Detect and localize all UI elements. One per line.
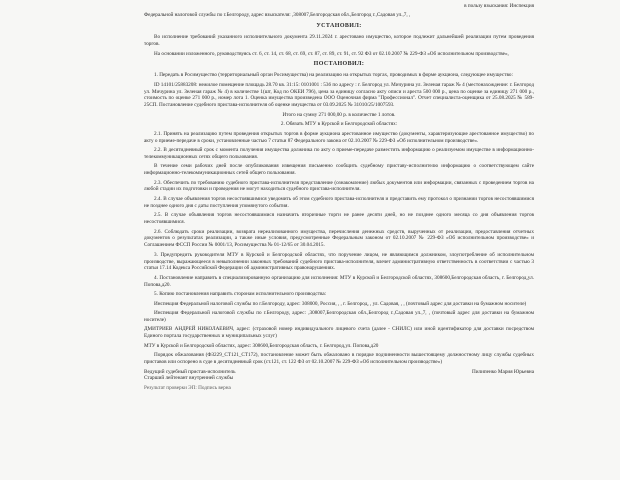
- clause-4: 4. Постановление направить в специализированную организацию для исполнения: МТУ в Курской и Белгородской областях, 308600,Белгородская область, г. Белгород,ул. Попова,д20.: [144, 274, 534, 288]
- clause-2-3: 2.3. Обеспечить по требованию судебного пристава-исполнителя представление (ознакомление) любых документов или информации, связанных с проведением торгов на любой стадии их подготовки и проведения не могут находиться судебного пристава-исполнителя.: [144, 179, 534, 193]
- signature-position: Ведущий судебный пристав-исполнитель: [144, 368, 236, 375]
- clause-3: 3. Предупредить руководителя МТУ в Курской и Белгородской областях, что поручение лицом, не являющимся должником, злоупотребление об исполнительном производстве, выражающееся в невыполнении законных требований судебного пристава-исполнителя, влечет административную ответственность в соответствии с частью 3 статьи 17.14 Кодекса Российской Федерации об административных правонарушениях.: [144, 251, 534, 272]
- section-title-postanovil: ПОСТАНОВИЛ:: [313, 61, 365, 68]
- signature-name: Пилипенко Мария Юрьевна: [472, 368, 534, 375]
- clause-2-6: 2.6. Соблюдать сроки реализации, возврата нереализованного имущества, перечисления денежных средств, вырученных от реализации, предоставления отчетных документов о результатах реализации, а также иные условия, предусмотренные Федеральным законом от 02.10.2007 № 229-ФЗ «Об исполнительном производстве» и Соглашением ФССП России № 0001/13, Росимущества № 01-12/65 от 30.04.2015.: [144, 228, 534, 249]
- signature-rank: Старший лейтенант внутренней службы: [144, 375, 234, 382]
- top-line-1: в пользу взыскания: Инспекция: [464, 3, 534, 9]
- ustanovil-paragraph-1: Во исполнение требований указанного исполнительного документа 29.11.2024 г. арестовано имущество, которое подлежит дальнейшей реализации путем проведения торгов.: [144, 34, 534, 48]
- top-line-2: Федеральной налоговой службы по г.Белгороду, адрес взыскателя: ,308007,Белгородская обл.,Белгород г.,Садовая ул.,7, ,: [144, 12, 411, 19]
- clause-2-4: 2.4. В случае объявления торгов несостоявшимися уведомить об этом судебного пристава-исполнителя и представить ему протокол о признании торгов несостоявшимися не позднее одного дня с даты поступления упомянутого события.: [144, 195, 534, 209]
- clause-2-5: 2.5. В случае объявления торгов несостоявшимися назначить вторичные торги не ранее десяти дней, но не позднее одного месяца со дня объявления торгов несостоявшимися.: [144, 212, 534, 226]
- recipient-1: Инспекция Федеральной налоговой службы по г.Белгороду, адрес: 308000, Россия, , , г. Белгород, , ул. Садовая, , , (почтовый адрес для доставки на бумажном носителе): [154, 300, 527, 307]
- clause-5: 5. Копию постановления направить сторонам исполнительного производства:: [154, 291, 327, 298]
- obligation-heading: 2. Обязать МТУ в Курской и Белгородской областях:: [280, 121, 398, 128]
- appeal-procedure: Порядок обжалования (ФЗ229_СТ121_СТ172), постановление может быть обжаловано в порядке подчиненности вышестоящему должностному лицу службы судебных приставов или оспорено в суде в десятидневный срок (ст.121, ст. 122 ФЗ от 02.10.2007 № 229-ФЗ «Об исполнительном производстве»): [144, 352, 534, 366]
- postanovil-paragraph-1: 1. Передать в Росимущество (территориальный орган Росимущества) на реализацию на открытых торгах, проводимых в форме аукциона, следующее имущество:: [154, 72, 513, 79]
- clause-2-2b: В течение семи рабочих дней после опубликования извещения письменно сообщить судебному приставу-исполнителю информацию о соответствующем сайте информационно-телекоммуникационных сетей общего пользования.: [144, 163, 534, 177]
- signature-check-result: Результат проверки ЭП: Подпись верна: [144, 384, 231, 391]
- clause-2-2: 2.2. В десятидневный срок с момента получения имущества должника по акту о приеме-передаче разместить информацию о реализуемом имуществе в информационно-телекоммуникационных сетях общего пользования.: [144, 147, 534, 160]
- ustanovil-paragraph-2: На основании изложенного, руководствуясь ст. 6, ст. 14, ст. 68, ст. 69, ст. 87, ст. 89, ст. 91, ст. 92 ФЗ от 02.10.2007 № 229-ФЗ «Об исполнительном производстве»,: [154, 50, 509, 57]
- recipient-2: Инспекция Федеральной налоговой службы по г.Белгороду, адрес: ,308007,Белгородская обл.,Белгород г.,Садовая ул.,7, , (почтовый адрес для доставки на бумажном носителе): [144, 310, 534, 323]
- clause-2-1: 2.1. Принять на реализацию путем проведения открытых торгов в форме аукциона арестованное имущество (документы, характеризующие арестованное имущество) по акту о приеме-передаче в сроки, установленные частью 7 статьи 87 Федерального закона от 02.10.2007 № 229-ФЗ «Об исполнительном производстве».: [144, 130, 534, 144]
- property-description: ID 14101/25883208: нежилое помещение площадь 28.70 кв. 31:15: 0101001 : 536 по адресу : г. Белгород ул. Мичурина ул. Зеленая гараж № 4 (местонахождение: г. Белгород ул. Мичурина ул. Зеленая гараж № 4) в количестве 1(шт, Код по ОКЕИ 796), цена за единицу согласно акту описи и ареста 500 000 р., цена по оценке за единицу 271 000 р., стоимость по оценке 271 000 р., номер лота 1. Оценка имущества произведена ООО Оценочная фирма "Профессионал". Отчет специалиста-оценщика от 25.08.2025 № 589-25СП. Постановление судебного пристава-исполнителя об оценке имущества от 03.09.2025 № 31010/25/1007593.: [144, 81, 534, 109]
- recipient-mtu: МТУ в Курской и Белгородской областях, адрес: 308600,Белгородская область, г. Белгород,ул. Попова,д20: [144, 342, 379, 349]
- total-amount: Итого на сумму 271 000,00 р. в количестве 1 лотов.: [282, 111, 396, 118]
- section-title-ustanovil: УСТАНОВИЛ:: [316, 23, 362, 30]
- recipient-debtor: ДМИТРИЕВ АНДРЕЙ НИКОЛАЕВИЧ, адрес: (страховой номер индивидуального лицевого счета (далее - СНИЛС) или иной идентификатор для доставки посредством Единого портала государственных и муниципальных услуг): [144, 326, 534, 340]
